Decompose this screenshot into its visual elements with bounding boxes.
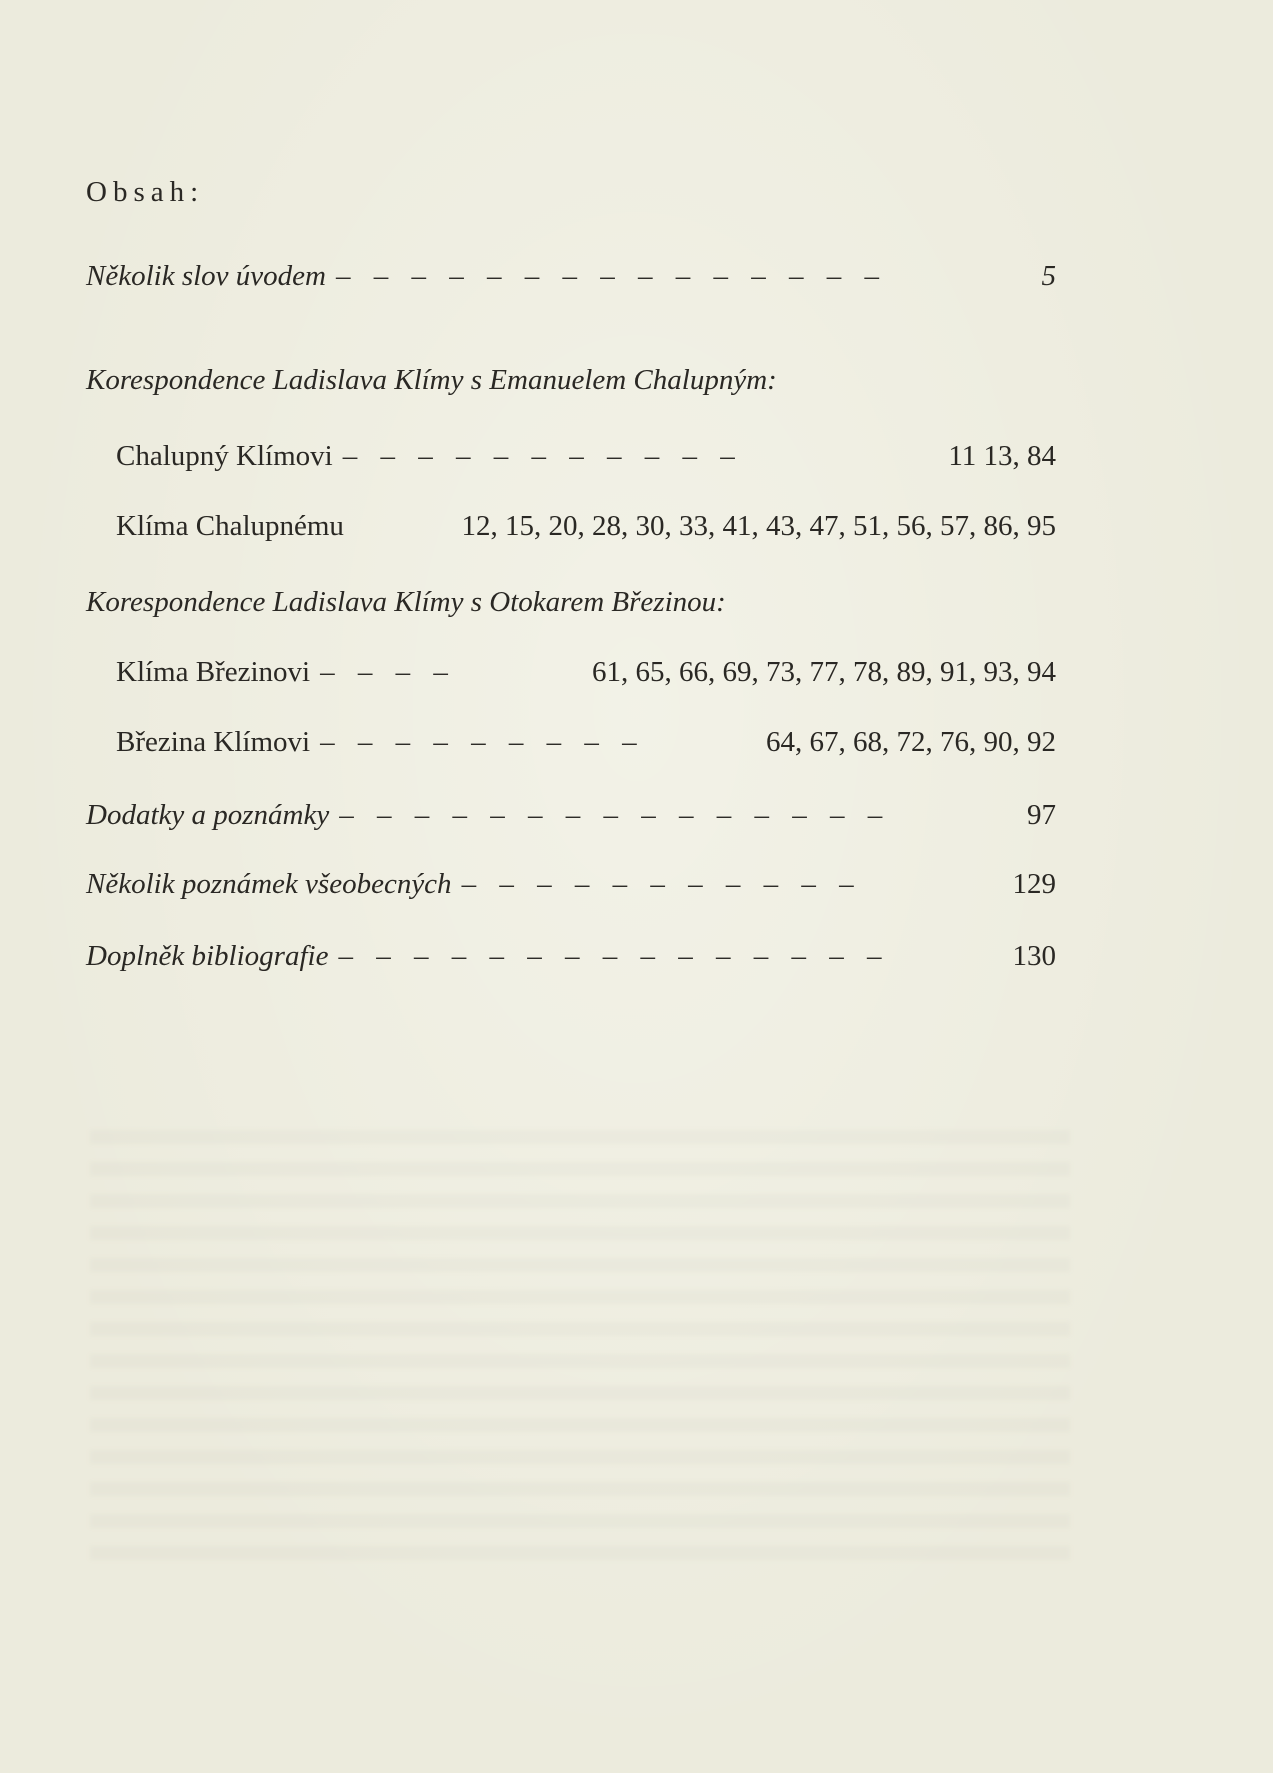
toc-entry-page: 130 <box>1012 940 1056 972</box>
toc-entry-klima-chalupnemu[interactable] <box>116 508 1056 544</box>
dot-leader: – – – – <box>320 656 456 688</box>
dot-leader: – – – – – – – – – – – – – – – <box>338 940 890 972</box>
toc-section-chalupny: Korespondence Ladislava Klímy s Emanuelem Chalupným: <box>86 364 777 396</box>
toc-entry-page: 129 <box>1012 868 1056 900</box>
toc-section-brezina: Korespondence Ladislava Klímy s Otokarem Březinou: <box>86 586 726 618</box>
page-title: Obsah: <box>86 176 205 208</box>
toc-entry-klima-brezinovi[interactable] <box>116 654 1056 690</box>
toc-entry-label: Klíma Březinovi <box>116 656 311 688</box>
toc-entry-nekolik-slov-uvodem[interactable] <box>86 258 1056 294</box>
toc-entry-page: 61, 65, 66, 69, 73, 77, 78, 89, 91, 93, 94 <box>592 656 1056 688</box>
toc-entry-label: Klíma Chalupnému <box>116 510 344 542</box>
toc-entry-page: 5 <box>1041 260 1056 292</box>
dot-leader: – – – – – – – – – <box>320 726 645 758</box>
toc-entry-page: 11 13, 84 <box>948 440 1056 472</box>
toc-entry-label: Březina Klímovi <box>116 726 311 758</box>
dot-leader: – – – – – – – – – – – <box>342 440 743 472</box>
toc-entry-label: Několik poznámek všeobecných <box>86 868 452 900</box>
toc-entry-chalupny-klimovi[interactable] <box>116 438 1056 474</box>
dot-leader: – – – – – – – – – – – – – – – <box>339 799 891 831</box>
toc-entry-dodatky-a-poznamky[interactable] <box>86 797 1056 833</box>
toc-entry-page: 97 <box>1027 799 1056 831</box>
dot-leader: – – – – – – – – – – – – – – – <box>335 260 887 292</box>
dot-leader: – – – – – – – – – – – <box>461 868 862 900</box>
toc-entry-page: 12, 15, 20, 28, 30, 33, 41, 43, 47, 51, 56, 57, 86, 95 <box>461 510 1056 542</box>
toc-entry-label: Dodatky a poznámky <box>86 799 330 831</box>
toc-entry-nekolik-poznamek[interactable] <box>86 866 1056 902</box>
toc-entry-label: Doplněk bibliografie <box>86 940 329 972</box>
toc-entry-page: 64, 67, 68, 72, 76, 90, 92 <box>766 726 1056 758</box>
toc-entry-label: Několik slov úvodem <box>86 260 326 292</box>
toc-entry-doplnek-bibliografie[interactable] <box>86 938 1056 974</box>
toc-entry-label: Chalupný Klímovi <box>116 440 333 472</box>
toc-entry-brezina-klimovi[interactable] <box>116 724 1056 760</box>
